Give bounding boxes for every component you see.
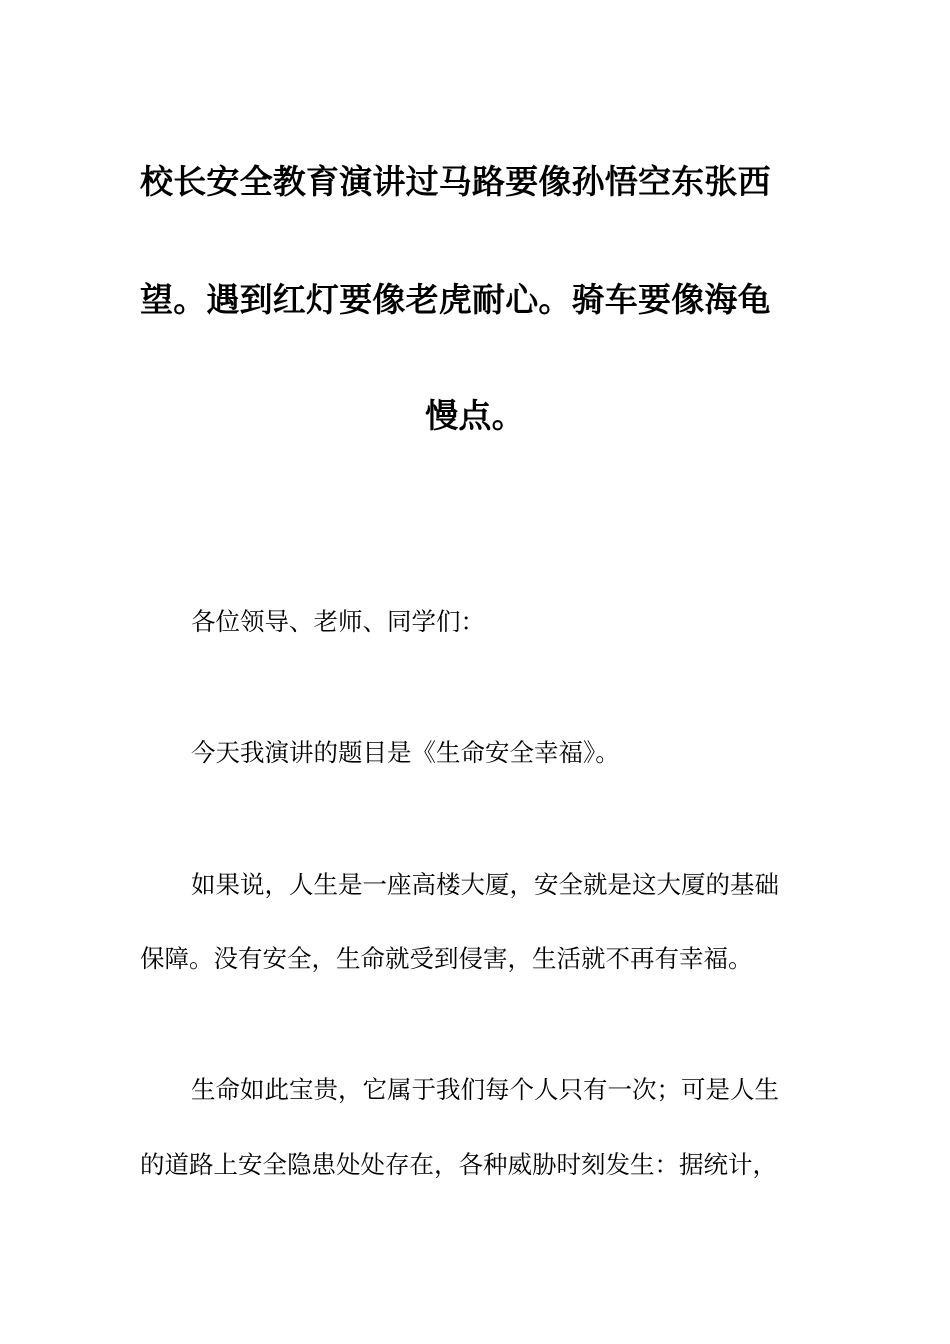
paragraph-line-3: 保障。没有安全，生命就受到侵害，生活就不再有幸福。 — [140, 944, 753, 973]
document-title-line-1: 校长安全教育演讲过马路要像孙悟空东张西 — [140, 162, 771, 201]
paragraph-line-1: 今天我演讲的题目是《生命安全幸福》。 — [191, 738, 620, 767]
paragraph-line-5: 的道路上安全隐患处处存在，各种威胁时刻发生：据统计， — [140, 1150, 777, 1179]
document-title-line-2: 望。遇到红灯要像老虎耐心。骑车要像海龟 — [140, 280, 771, 319]
document-title-line-3: 慢点。 — [425, 396, 525, 435]
salutation-line: 各位领导、老师、同学们： — [191, 607, 485, 636]
paragraph-line-2: 如果说，人生是一座高楼大厦，安全就是这大厦的基础 — [191, 870, 779, 899]
paragraph-line-4: 生命如此宝贵，它属于我们每个人只有一次；可是人生 — [191, 1075, 779, 1104]
